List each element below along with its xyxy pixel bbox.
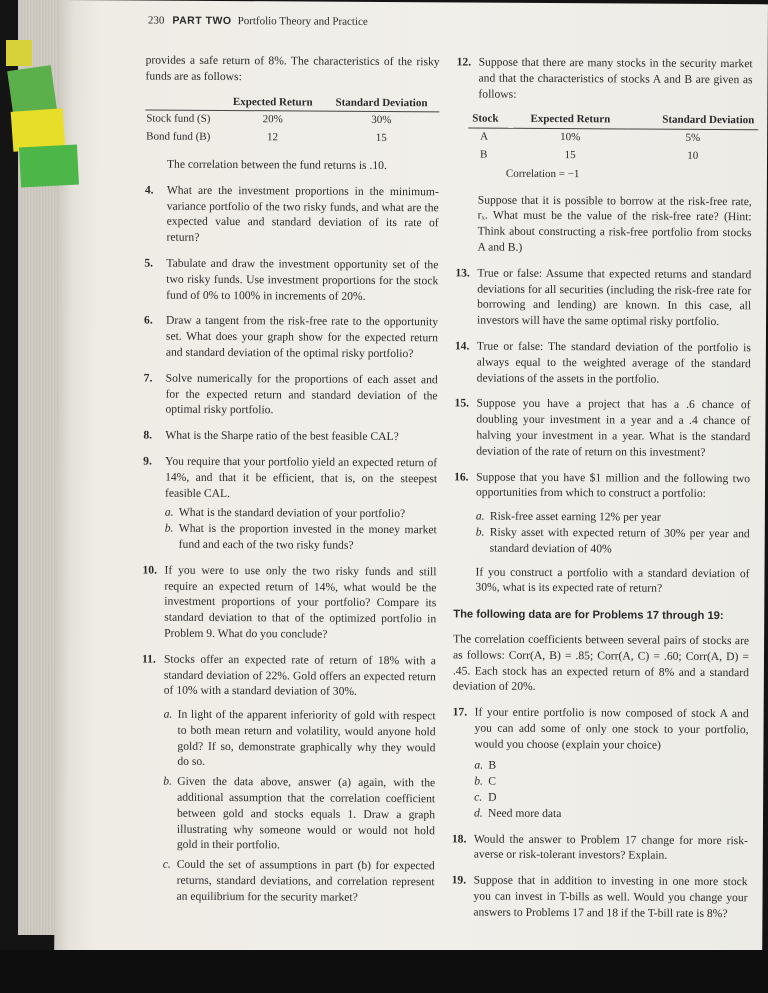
stock-table: Stock Expected Return Standard Deviation A 10% 5% B 15 10 bbox=[468, 112, 758, 166]
part-title: Portfolio Theory and Practice bbox=[237, 15, 368, 28]
sticky-tab-yellow bbox=[6, 40, 32, 66]
table-row: A 10% 5% bbox=[480, 130, 701, 145]
fund-table bbox=[145, 94, 439, 148]
section-text: The correlation coefficients between several pairs of stocks are as follows: Corr(A, B) = .85; Corr(A, C) = .60; Corr(A, D) = .45. Each stock has an expected return of 8% and a standard deviation of 20%. bbox=[452, 632, 750, 694]
problem-14: 14. True or false: The standard deviation of the portfolio is always equal to the weighted average of the standard deviations of the assets in the portfolio. bbox=[454, 339, 751, 386]
problem-16: 16. Suppose that you have $1 million and the following two opportunities from which to construct a portfolio: a. Risk-free asset earning 12% per year b. Risky asset with expected return of 30% per year and standard deviation of 40% If you construct a portfolio with a standard deviation of 30%, what is its expected rate of return? bbox=[453, 469, 750, 597]
running-header bbox=[148, 15, 368, 28]
problem-9b: b. What is the proportion invested in the money market fund and each of the two risky funds? bbox=[164, 521, 437, 552]
correlation-note: The correlation between the fund returns is .10. bbox=[166, 157, 387, 172]
problem-18: 18. Would the answer to Problem 17 change for more risk-averse or risk-tolerant investors? Explain. bbox=[451, 832, 748, 863]
table-row: Bond fund (B) 12 15 bbox=[146, 130, 387, 145]
option-d: d. Need more data bbox=[474, 806, 562, 820]
problem-4: 4. What are the investment proportions in the minimum-variance portfolio of the two risky funds, and what are the expected value and standard deviation of its rate of return? bbox=[144, 183, 439, 245]
problem-11: 11. Stocks offer an expected rate of return of 18% with a standard deviation of 22%. Gold offers an expected return of 10% with a standard deviation of 30%. a. In light of the apparent inferiority of gold with respect to both mean return and volatility, would anyone hold gold? If so, demonstrate graphically why they would do so. b. Given the data above, answer (a) again, with the additional assumption that the correlation coefficient between gold and stocks equals 1. Draw a graph illustrating why someone would or would not hold gold in their portfolio. c. Could the set of assumptions in part (b) for expected returns, standard deviations, and correlation represent an equilibrium for the security market? bbox=[140, 651, 436, 906]
option-b: b. C bbox=[474, 774, 497, 788]
stock-correlation: Correlation = −1 bbox=[505, 167, 580, 180]
problem-11b: b. Given the data above, answer (a) again, with the additional assumption that the correlation coefficient between gold and stocks equals 1. Draw a graph illustrating why someone would or would not hold gold in their portfolio. bbox=[163, 774, 436, 852]
problem-10: 10. If you were to use only the two risky funds and still require an expected return of 14%, what would be the investment proportions of your portfolio? Compare its standard deviation to that of the optimized portfolio in Problem 9. What do you conclude? bbox=[142, 563, 437, 641]
problem-6: 6. Draw a tangent from the risk-free rate to the opportunity set. What does your graph show for the expected return and standard deviation of the optimal risky portfolio? bbox=[144, 313, 439, 361]
problem-9a: a. What is the standard deviation of your portfolio? bbox=[164, 505, 406, 521]
scan-background bbox=[0, 950, 768, 993]
book-page bbox=[54, 0, 768, 956]
section-heading: The following data are for Problems 17 through 19: bbox=[453, 608, 724, 623]
problem-9: 9. You require that your portfolio yield an expected return of 14%, and that it be efficient, that is, on the steepest feasible CAL. a. What is the standard deviation of your portfolio? b. What is the proportion invested in the money market fund and each of the two risky funds? bbox=[143, 453, 438, 554]
problem-12-followup: Suppose that it is possible to borrow at the risk-free rate, rₓ. What must be the value of the risk-free rate? (Hint: Think about constructing a risk-free portfolio from stocks A and B.) bbox=[477, 193, 752, 254]
problem-19: 19. Suppose that in addition to investing in one more stock you can invest in T-bills as well. Would you change your answers to Problems 17 and 18 if the T-bill rate is 8%? bbox=[451, 873, 748, 920]
right-column bbox=[451, 54, 755, 921]
problem-15: 15. Suppose you have a project that has a .6 chance of doubling your investment in a year and a .4 chance of halving your investment in a year. What is the standard deviation of the rate of return on this investment? bbox=[454, 396, 751, 459]
option-a: a. B bbox=[474, 759, 497, 773]
problem-11a: a. In light of the apparent inferiority of gold with respect to both mean return and volatility, would anyone hold gold? If so, demonstrate graphically why they would do so. bbox=[163, 707, 436, 769]
sticky-tab-green bbox=[19, 145, 79, 188]
problem-12: 12. Suppose that there are many stocks in the security market and that the characteristics of stocks A and B are given as follows: bbox=[456, 55, 753, 101]
col-standard-deviation: Standard Deviation bbox=[335, 96, 428, 109]
intro-text: provides a safe return of 8%. The characteristics of the risky funds are as follows: bbox=[145, 53, 440, 83]
option-c: c. D bbox=[474, 790, 497, 804]
page-number: 230 bbox=[147, 14, 165, 27]
col-expected-return: Expected Return bbox=[232, 95, 313, 109]
problem-7: 7. Solve numerically for the proportions of each asset and for the expected return and standard deviation of the optimal risky portfolio. bbox=[143, 371, 438, 417]
table-row: B 15 10 bbox=[480, 148, 699, 162]
problem-16-followup: If you construct a portfolio with a standard deviation of 30%, what is its expected rate of return? bbox=[475, 565, 750, 596]
table-row: Stock fund (S) 20% 30% bbox=[145, 110, 439, 130]
problem-13: 13. True or false: Assume that expected returns and standard deviations for all securities (including the risk-free rate for borrowing and lending) are known. In this case, all investors will have the same optimal risky portfolio. bbox=[455, 266, 752, 329]
problem-16a: a. Risk-free asset earning 12% per year bbox=[475, 509, 661, 524]
problem-8: 8. What is the Sharpe ratio of the best feasible CAL? bbox=[143, 428, 399, 444]
sticky-tab-green bbox=[7, 65, 57, 115]
problem-11c: c. Could the set of assumptions in part (b) for expected returns, standard deviations, and correlation represent an equilibrium for the security market? bbox=[162, 857, 435, 904]
problem-16b: b. Risky asset with expected return of 30% per year and standard deviation of 40% bbox=[475, 525, 750, 556]
left-column bbox=[140, 53, 439, 906]
problem-17: 17. If your entire portfolio is now composed of stock A and you can add some of only one stock to your portfolio, would you choose (explain your choice) a. B b. C c. D d. Need more data bbox=[452, 705, 749, 823]
problem-5: 5. Tabulate and draw the investment opportunity set of the two risky funds. Use investment proportions for the stock fund of 0% to 100% in increments of 20%. bbox=[144, 256, 439, 303]
part-label: PART TWO bbox=[172, 14, 232, 28]
